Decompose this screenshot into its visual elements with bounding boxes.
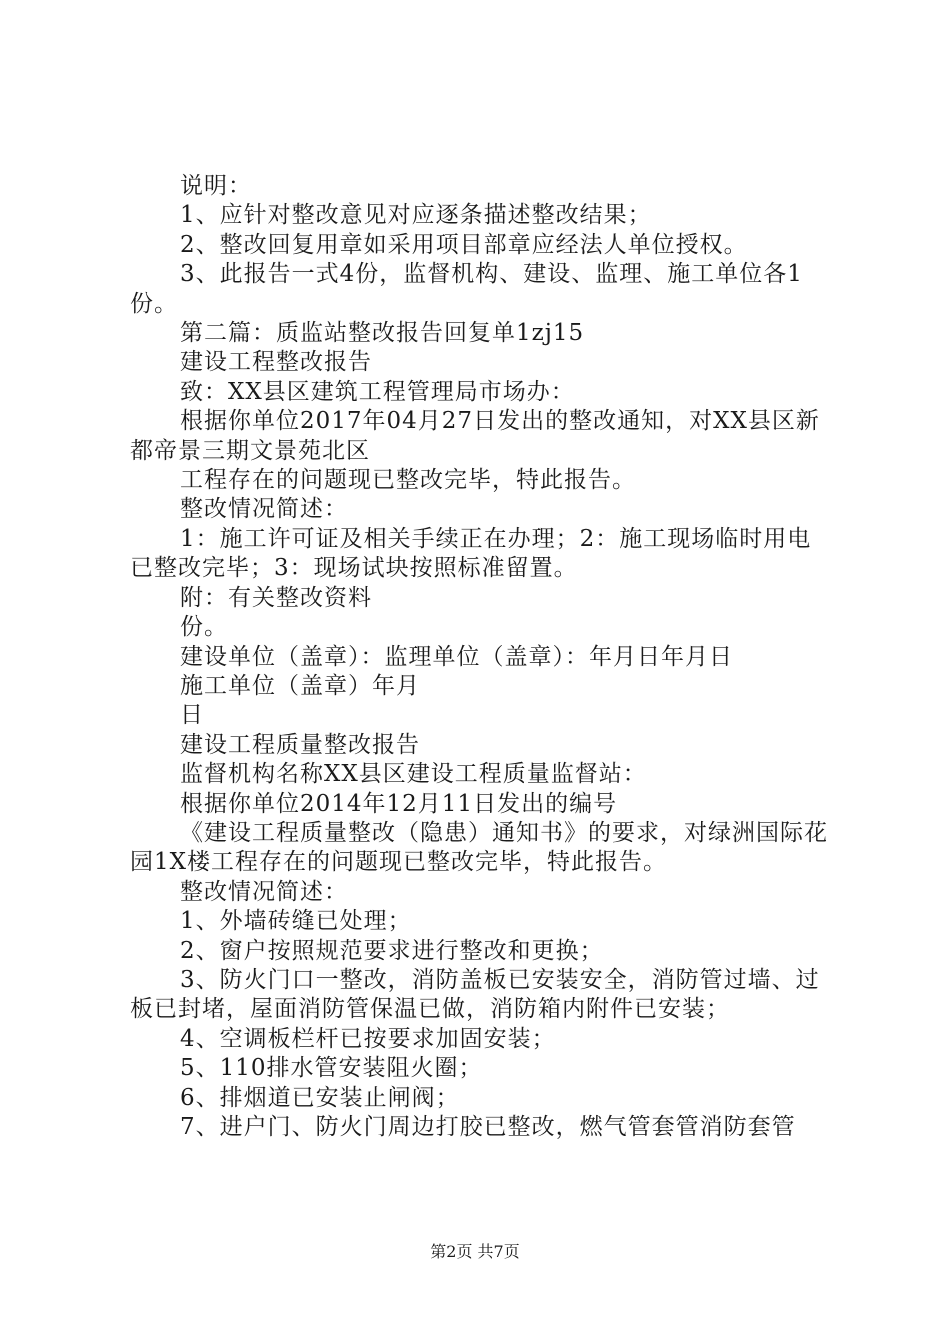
signature-line-2: 施工单位（盖章）年月 <box>180 672 420 699</box>
signature-line-1: 建设单位（盖章）：监理单位（盖章）：年月日年月日 <box>180 643 733 670</box>
summary-item-5: 5、110排水管安装阻火圈； <box>180 1055 483 1082</box>
summary-item-6: 6、排烟道已安装止闸阀； <box>180 1084 460 1111</box>
paragraph-note-1: 1、应针对整改意见对应逐条描述整改结果； <box>180 202 652 229</box>
paragraph-note-heading: 说明： <box>180 173 252 199</box>
report-addressee-2: 监督机构名称XX县区建设工程质量监督站： <box>180 761 647 788</box>
page-footer <box>0 1242 950 1262</box>
paragraph-note-2: 2、整改回复用章如采用项目部章应经法人单位授权。 <box>180 231 748 258</box>
summary-item-2: 2、窗户按照规范要求进行整改和更换； <box>180 937 604 964</box>
report-body-1b: 工程存在的问题现已整改完毕，特此报告。 <box>180 467 636 494</box>
summary-heading-1: 整改情况简述： <box>180 496 348 523</box>
summary-heading-2: 整改情况简述： <box>180 878 348 905</box>
report-title-1: 建设工程整改报告 <box>180 349 372 376</box>
summary-items-1: 1：施工许可证及相关手续正在办理；2：施工现场临时用电已整改完毕；3：现场试块按照标准留置。 <box>130 525 812 582</box>
attachment-count: 份。 <box>180 614 228 641</box>
report-body-2b: 《建设工程质量整改（隐患）通知书》的要求，对绿洲国际花园1X楼工程存在的问题现已整改完毕，特此报告。 <box>130 819 828 876</box>
report-body-1a: 根据你单位2017年04月27日发出的整改通知，对XX县区新都帝景三期文景苑北区 <box>130 408 820 464</box>
summary-item-7: 7、进户门、防火门周边打胶已整改，燃气管套管消防套管 <box>180 1114 796 1140</box>
page-number-label: 第2页 共7页 <box>430 1242 520 1261</box>
section-heading-part-two: 第二篇：质监站整改报告回复单1zj15 <box>180 320 585 347</box>
summary-item-1: 1、外墙砖缝已处理； <box>180 908 412 935</box>
attachment-line: 附：有关整改资料 <box>180 584 372 611</box>
summary-item-3: 3、防火门口一整改，消防盖板已安装安全，消防管过墙、过板已封堵，屋面消防管保温已做，消防箱内附件已安装； <box>130 966 820 1023</box>
signature-line-3: 日 <box>180 702 204 729</box>
report-addressee-1: 致：XX县区建筑工程管理局市场办： <box>180 378 575 405</box>
document-body <box>130 172 830 1142</box>
report-body-2a: 根据你单位2014年12月11日发出的编号 <box>180 790 618 817</box>
paragraph-note-3: 3、此报告一式4份，监督机构、建设、监理、施工单位各1份。 <box>130 261 803 317</box>
report-title-2: 建设工程质量整改报告 <box>180 731 420 758</box>
summary-item-4: 4、空调板栏杆已按要求加固安装； <box>180 1025 556 1052</box>
